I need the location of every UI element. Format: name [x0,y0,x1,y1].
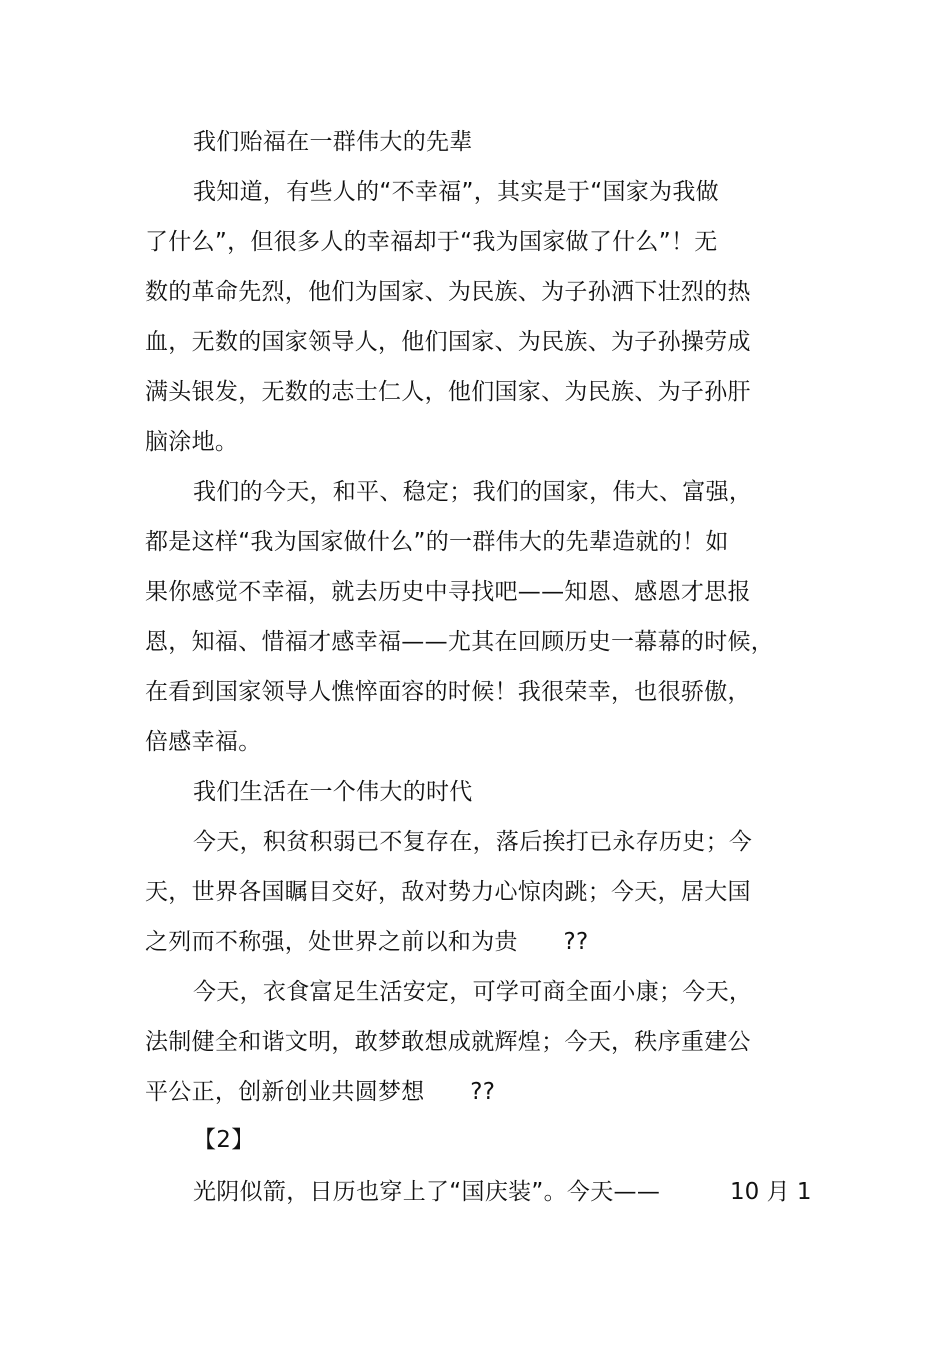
paragraph-line: 在看到国家领导人憔悴面容的时候！我很荣幸，也很骄傲， [145,679,751,705]
paragraph-line: 我们的今天，和平、稳定；我们的国家，伟大、富强， [193,479,753,505]
paragraph-line: 法制健全和谐文明，敢梦敢想成就辉煌；今天，秩序重建公 [145,1029,751,1055]
paragraph-line: 都是这样“我为国家做什么”的一群伟大的先辈造就的！如 [145,529,729,555]
paragraph-line: 光阴似箭，日历也穿上了“国庆装”。今天—— [193,1179,661,1205]
paragraph-line: 倍感幸福。 [145,729,262,755]
paragraph-line: 脑涂地。 [145,429,239,455]
subheading-era: 我们生活在一个伟大的时代 [193,779,473,805]
paragraph-line: 平公正，创新创业共圆梦想 ?? [145,1079,496,1105]
paragraph-line: 血，无数的国家领导人，他们国家、为民族、为子孙操劳成 [145,329,751,355]
paragraph-line: 之列而不称强，处世界之前以和为贵 ?? [145,929,589,955]
date-fragment: 10 月 1 [730,1179,812,1205]
paragraph-line: 果你感觉不幸福，就去历史中寻找吧——知恩、感恩才思报 [145,579,751,605]
paragraph-line: 恩，知福、惜福才感幸福——尤其在回顾历史一幕幕的时候， [145,629,775,655]
section-number: 【2】 [193,1127,255,1153]
paragraph-line: 今天，积贫积弱已不复存在，落后挨打已永存历史；今 [193,829,753,855]
paragraph-line: 数的革命先烈，他们为国家、为民族、为子孙洒下壮烈的热 [145,279,751,305]
paragraph-line: 了什么”，但很多人的幸福却于“我为国家做了什么”！无 [145,229,718,255]
paragraph-line: 今天，衣食富足生活安定，可学可商全面小康；今天， [193,979,753,1005]
paragraph-line: 天，世界各国瞩目交好，敌对势力心惊肉跳；今天，居大国 [145,879,751,905]
subheading-predecessors: 我们贻福在一群伟大的先辈 [193,129,473,155]
paragraph-line: 我知道，有些人的“不幸福”，其实是于“国家为我做 [193,179,719,205]
paragraph-line: 满头银发，无数的志士仁人，他们国家、为民族、为子孙肝 [145,379,751,405]
